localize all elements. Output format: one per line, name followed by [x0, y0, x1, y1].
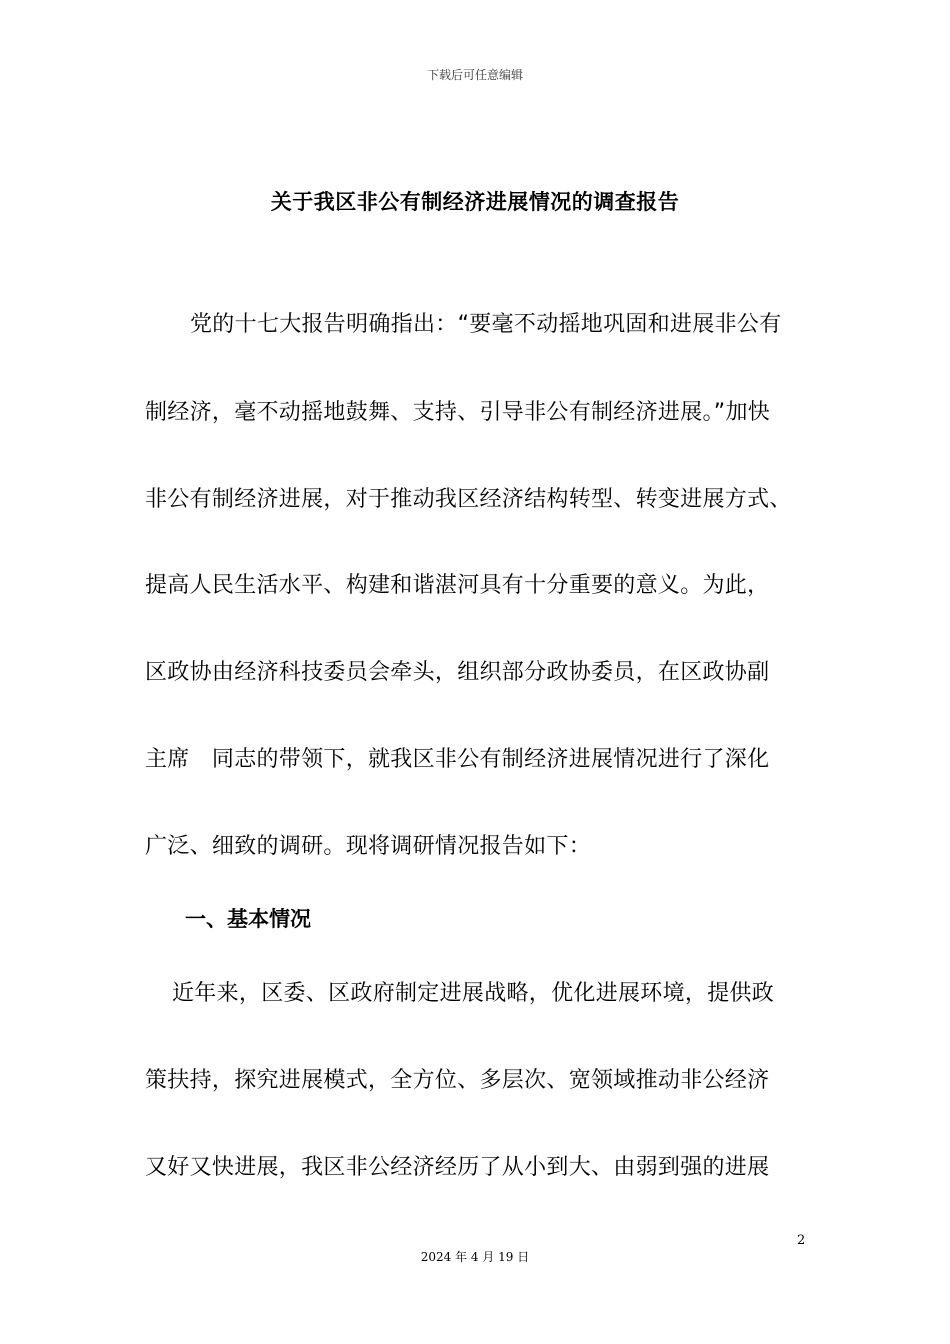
paragraph-line: 区政协由经济科技委员会牵头，组织部分政协委员，在区政协副 — [145, 660, 770, 685]
section-heading: 一、基本情况 — [185, 907, 311, 931]
paragraph-line: 近年来，区委、区政府制定进展战略，优化进展环境，提供政 — [172, 981, 775, 1006]
paragraph-line: 又好又快进展，我区非公经济经历了从小到大、由弱到强的进展 — [145, 1155, 770, 1180]
footer-date: 2024 年 4 月 19 日 — [420, 1250, 530, 1264]
page-number: 2 — [797, 1233, 806, 1248]
paragraph-line: 策扶持，探究进展模式，全方位、多层次、宽领域推动非公经济 — [145, 1068, 770, 1093]
paragraph-line: 广泛、细致的调研。现将调研情况报告如下： — [145, 834, 592, 859]
paragraph-line: 非公有制经济进展，对于推动我区经济结构转型、转变进展方式、 — [145, 487, 792, 512]
paragraph-line: 党的十七大报告明确指出：“要毫不动摇地巩固和进展非公有 — [190, 312, 782, 337]
paragraph-line: 提高人民生活水平、构建和谐湛河具有十分重要的意义。为此， — [145, 573, 770, 598]
header-note: 下载后可任意编辑 — [426, 68, 523, 82]
document-title: 关于我区非公有制经济进展情况的调查报告 — [270, 190, 680, 214]
paragraph-line: 制经济，毫不动摇地鼓舞、支持、引导非公有制经济进展。”加快 — [145, 400, 771, 425]
paragraph-line: 主席 同志的带领下，就我区非公有制经济进展情况进行了深化 — [145, 747, 770, 772]
